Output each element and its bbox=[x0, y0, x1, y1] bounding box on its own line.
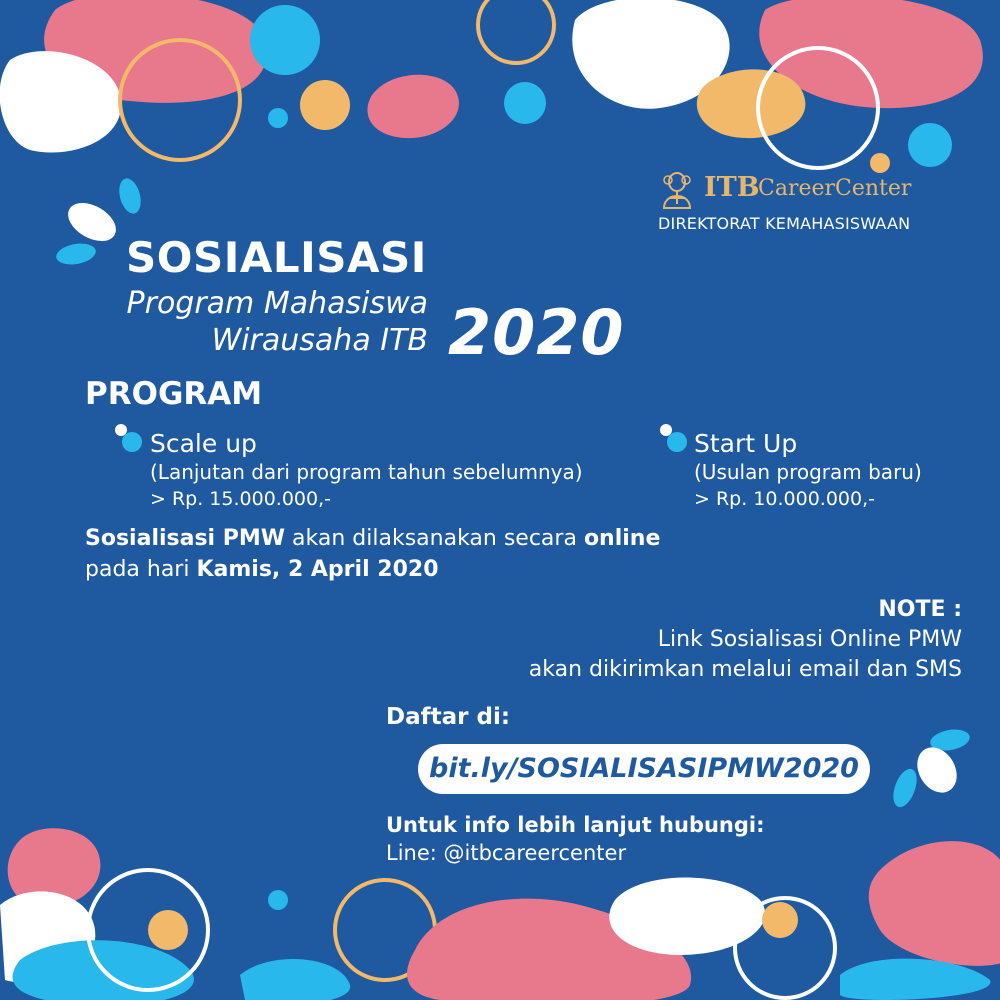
subtitle-line-1: Program Mahasiswa bbox=[126, 286, 428, 321]
info-text: pada hari bbox=[85, 557, 197, 582]
program-amount: > Rp. 10.000.000,- bbox=[694, 488, 875, 510]
info-line-2 bbox=[85, 557, 439, 582]
contact-heading: Untuk info lebih lanjut hubungi: bbox=[386, 813, 765, 837]
year-label: 2020 bbox=[448, 296, 625, 369]
logo-subtitle: DIREKTORAT KEMAHASISWAAN bbox=[658, 214, 911, 233]
note-heading: NOTE : bbox=[878, 597, 962, 622]
orange-ring-top-center bbox=[478, 0, 554, 63]
note-line-2: akan dikirimkan melalui email dan SMS bbox=[528, 657, 962, 682]
subtitle-line-2: Wirausaha ITB bbox=[211, 323, 428, 358]
logo-itb-text: ITB bbox=[704, 172, 760, 203]
pink-blob-top-center bbox=[367, 75, 459, 138]
cyan-blob-bottom-center bbox=[240, 959, 350, 1000]
contact-line: Line: @itbcareercenter bbox=[386, 841, 627, 865]
bullet-dot-icon bbox=[667, 432, 687, 452]
register-link-button[interactable] bbox=[418, 744, 870, 794]
program-name: Scale up bbox=[150, 429, 257, 458]
page-title: SOSIALISASI bbox=[126, 233, 427, 282]
ganesha-emblem-icon bbox=[658, 170, 696, 210]
cyan-splash-2 bbox=[55, 241, 98, 268]
cyan-dot-bottom bbox=[268, 890, 288, 910]
logo-career-center-text: CareerCenter bbox=[758, 176, 912, 201]
info-text: akan dilaksanakan secara bbox=[285, 526, 584, 551]
orange-dot-bottom-left bbox=[148, 910, 188, 950]
program-description: (Usulan program baru) bbox=[694, 460, 922, 484]
cyan-splash-1 bbox=[116, 176, 145, 216]
cyan-dot-small-top bbox=[268, 108, 288, 128]
white-splash-right bbox=[909, 740, 964, 800]
cyan-dot-top bbox=[250, 5, 320, 75]
bullet-dot-icon bbox=[122, 432, 142, 452]
orange-blob-top-right bbox=[697, 69, 806, 138]
program-heading: PROGRAM bbox=[85, 376, 263, 412]
white-splash bbox=[61, 195, 122, 249]
info-highlight-event: Sosialisasi PMW bbox=[85, 526, 286, 551]
cyan-dot-top-right bbox=[908, 123, 952, 167]
register-label: Daftar di: bbox=[386, 704, 511, 730]
note-line-1: Link Sosialisasi Online PMW bbox=[657, 627, 962, 652]
cyan-dot-top-center bbox=[504, 82, 546, 124]
register-link-text[interactable]: bit.ly/SOSIALISASIPMW2020 bbox=[429, 753, 859, 784]
white-blob-bottom-right bbox=[609, 878, 765, 956]
info-line-1 bbox=[85, 526, 660, 551]
info-highlight-online: online bbox=[583, 526, 661, 551]
info-highlight-date: Kamis, 2 April 2020 bbox=[196, 557, 439, 582]
program-name: Start Up bbox=[694, 429, 798, 458]
cyan-splash-right-2 bbox=[889, 766, 921, 810]
program-amount: > Rp. 15.000.000,- bbox=[150, 488, 331, 510]
itb-career-center-logo bbox=[658, 170, 938, 240]
pink-blob-bottom-right bbox=[869, 841, 1000, 966]
orange-dot-top bbox=[300, 80, 350, 130]
program-description: (Lanjutan dari program tahun sebelumnya) bbox=[150, 460, 583, 484]
orange-dot-bottom-right bbox=[762, 902, 798, 938]
